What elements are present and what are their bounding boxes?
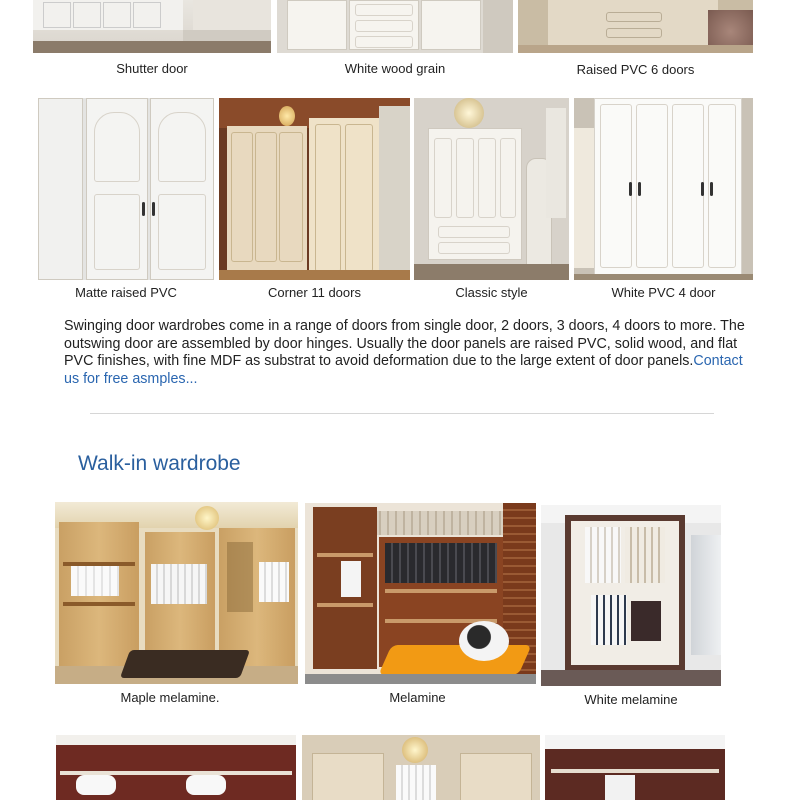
caption-corner-11-doors: Corner 11 doors xyxy=(268,285,361,300)
photo-matte-raised-pvc xyxy=(38,98,214,280)
caption-matte-raised-pvc: Matte raised PVC xyxy=(75,285,177,300)
photo-white-melamine xyxy=(541,505,721,686)
caption-melamine: Melamine xyxy=(389,690,446,705)
caption-classic-style: Classic style xyxy=(455,285,528,300)
caption-shutter-door: Shutter door xyxy=(116,61,188,76)
description-paragraph xyxy=(64,318,754,388)
caption-white-melamine: White melamine xyxy=(584,692,678,707)
caption-raised-pvc-6-doors: Raised PVC 6 doors xyxy=(576,62,695,77)
description-text: Swinging door wardrobes come in a range of doors from single door, 2 doors, 3 doors, 4 doors to more. The outswing door are assembled by door hinges. Usually the door panels are raised PVC, solid wood, and flat PVC finishes, with fine MDF as substrat to avoid deformation due to the large extent of door panels. xyxy=(64,318,745,370)
photo-white-pvc-4-door xyxy=(574,98,753,280)
section-divider xyxy=(90,413,714,414)
caption-white-pvc-4-door: White PVC 4 door xyxy=(611,285,716,300)
photo-maple-melamine xyxy=(55,502,298,684)
caption-maple-melamine: Maple melamine. xyxy=(120,690,220,705)
photo-walkin-cherry xyxy=(56,735,296,800)
photo-raised-pvc-6-doors xyxy=(518,0,753,53)
caption-white-wood-grain: White wood grain xyxy=(344,61,446,76)
photo-walkin-dark xyxy=(545,735,725,800)
photo-melamine xyxy=(305,503,536,684)
photo-corner-11-doors xyxy=(219,98,410,280)
photo-walkin-light xyxy=(302,735,540,800)
photo-classic-style xyxy=(414,98,569,280)
photo-white-wood-grain xyxy=(277,0,513,53)
contact-link[interactable]: Contact us for free asmples... xyxy=(64,353,743,387)
section-heading-walk-in: Walk-in wardrobe xyxy=(78,452,241,475)
photo-shutter-door xyxy=(33,0,271,53)
